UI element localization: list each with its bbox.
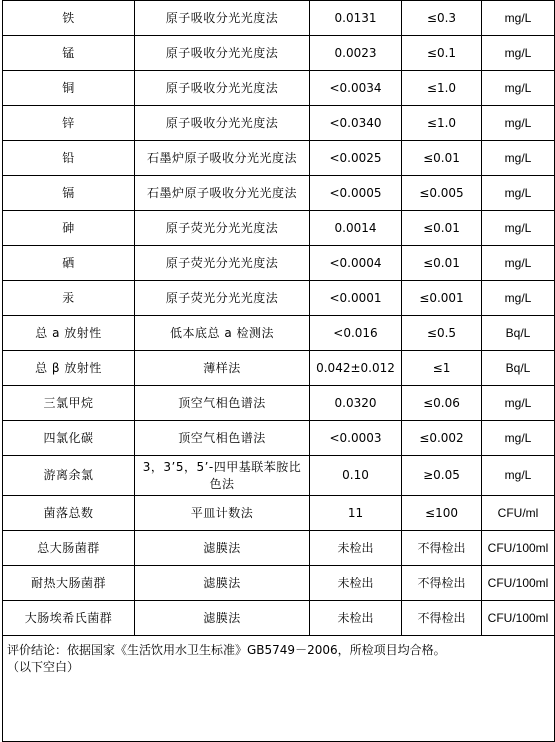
result-cell: <0.0340 (310, 106, 402, 141)
item-cell: 铜 (3, 71, 135, 106)
unit-cell: mg/L (482, 456, 555, 496)
result-cell: <0.016 (310, 316, 402, 351)
method-cell: 原子荧光分光光度法 (135, 281, 310, 316)
result-cell: 0.10 (310, 456, 402, 496)
limit-cell: 不得检出 (402, 531, 482, 566)
item-cell: 汞 (3, 281, 135, 316)
limit-cell: 不得检出 (402, 566, 482, 601)
item-cell: 四氯化碳 (3, 421, 135, 456)
limit-cell: ≤1 (402, 351, 482, 386)
conclusion-row (3, 636, 555, 742)
unit-cell: CFU/100ml (482, 601, 555, 636)
result-cell: 未检出 (310, 531, 402, 566)
unit-cell: mg/L (482, 386, 555, 421)
limit-cell: ≤0.01 (402, 246, 482, 281)
item-cell: 砷 (3, 211, 135, 246)
item-cell: 耐热大肠菌群 (3, 566, 135, 601)
method-cell: 3，3’5，5’-四甲基联苯胺比色法 (135, 456, 310, 496)
method-cell: 原子吸收分光光度法 (135, 1, 310, 36)
result-cell: 0.0320 (310, 386, 402, 421)
limit-cell: ≤0.01 (402, 211, 482, 246)
unit-cell: mg/L (482, 176, 555, 211)
table-row (3, 531, 555, 566)
method-cell: 滤膜法 (135, 601, 310, 636)
item-cell: 三氯甲烷 (3, 386, 135, 421)
limit-cell: ≤0.1 (402, 36, 482, 71)
limit-cell: ≤1.0 (402, 71, 482, 106)
method-cell: 石墨炉原子吸收分光光度法 (135, 141, 310, 176)
result-cell: 未检出 (310, 601, 402, 636)
result-cell: 0.0023 (310, 36, 402, 71)
method-cell: 原子吸收分光光度法 (135, 106, 310, 141)
item-cell: 铁 (3, 1, 135, 36)
method-cell: 原子荧光分光光度法 (135, 246, 310, 281)
method-cell: 原子吸收分光光度法 (135, 36, 310, 71)
limit-cell: ≥0.05 (402, 456, 482, 496)
method-cell: 平皿计数法 (135, 496, 310, 531)
limit-cell: ≤0.06 (402, 386, 482, 421)
item-cell: 菌落总数 (3, 496, 135, 531)
table-row (3, 496, 555, 531)
result-cell: <0.0004 (310, 246, 402, 281)
unit-cell: mg/L (482, 246, 555, 281)
item-cell: 大肠埃希氏菌群 (3, 601, 135, 636)
conclusion-cell (3, 636, 555, 742)
table-body (3, 1, 555, 742)
limit-cell: ≤0.001 (402, 281, 482, 316)
table-row (3, 36, 555, 71)
method-cell: 低本底总 a 检测法 (135, 316, 310, 351)
result-cell: <0.0005 (310, 176, 402, 211)
limit-cell: ≤0.3 (402, 1, 482, 36)
result-cell: <0.0003 (310, 421, 402, 456)
limit-cell: ≤0.005 (402, 176, 482, 211)
item-cell: 总大肠菌群 (3, 531, 135, 566)
blank-below-note: （以下空白） (7, 660, 80, 674)
item-cell: 总 β 放射性 (3, 351, 135, 386)
result-cell: 0.0014 (310, 211, 402, 246)
method-cell: 石墨炉原子吸收分光光度法 (135, 176, 310, 211)
method-cell: 薄样法 (135, 351, 310, 386)
limit-cell: ≤0.002 (402, 421, 482, 456)
result-cell: 0.0131 (310, 1, 402, 36)
table-row (3, 176, 555, 211)
item-cell: 镉 (3, 176, 135, 211)
result-cell: 未检出 (310, 566, 402, 601)
unit-cell: mg/L (482, 106, 555, 141)
table-row (3, 211, 555, 246)
item-cell: 硒 (3, 246, 135, 281)
item-cell: 游离余氯 (3, 456, 135, 496)
table-row (3, 281, 555, 316)
method-cell: 顶空气相色谱法 (135, 421, 310, 456)
unit-cell: mg/L (482, 141, 555, 176)
limit-cell: ≤1.0 (402, 106, 482, 141)
method-cell: 顶空气相色谱法 (135, 386, 310, 421)
unit-cell: Bq/L (482, 351, 555, 386)
conclusion-text: 评价结论：依据国家《生活饮用水卫生标准》GB5749－2006，所检项目均合格。 (7, 643, 446, 657)
limit-cell: ≤0.5 (402, 316, 482, 351)
table-row (3, 351, 555, 386)
method-cell: 原子吸收分光光度法 (135, 71, 310, 106)
limit-cell: 不得检出 (402, 601, 482, 636)
result-cell: 11 (310, 496, 402, 531)
table-row (3, 141, 555, 176)
item-cell: 总 a 放射性 (3, 316, 135, 351)
item-cell: 铅 (3, 141, 135, 176)
table-row (3, 246, 555, 281)
table-row (3, 456, 555, 496)
limit-cell: ≤100 (402, 496, 482, 531)
table-row (3, 71, 555, 106)
result-cell: <0.0034 (310, 71, 402, 106)
item-cell: 锰 (3, 36, 135, 71)
unit-cell: mg/L (482, 1, 555, 36)
item-cell: 锌 (3, 106, 135, 141)
table-row (3, 316, 555, 351)
method-cell: 原子荧光分光光度法 (135, 211, 310, 246)
unit-cell: CFU/ml (482, 496, 555, 531)
method-cell: 滤膜法 (135, 566, 310, 601)
unit-cell: mg/L (482, 71, 555, 106)
limit-cell: ≤0.01 (402, 141, 482, 176)
result-cell: <0.0025 (310, 141, 402, 176)
table-row (3, 1, 555, 36)
unit-cell: mg/L (482, 36, 555, 71)
unit-cell: CFU/100ml (482, 531, 555, 566)
unit-cell: CFU/100ml (482, 566, 555, 601)
unit-cell: mg/L (482, 211, 555, 246)
result-cell: <0.0001 (310, 281, 402, 316)
table-row (3, 386, 555, 421)
result-cell: 0.042±0.012 (310, 351, 402, 386)
table-row (3, 106, 555, 141)
water-quality-table (2, 0, 555, 742)
table-row (3, 421, 555, 456)
table-row (3, 566, 555, 601)
table-row (3, 601, 555, 636)
unit-cell: mg/L (482, 281, 555, 316)
unit-cell: Bq/L (482, 316, 555, 351)
method-cell: 滤膜法 (135, 531, 310, 566)
unit-cell: mg/L (482, 421, 555, 456)
